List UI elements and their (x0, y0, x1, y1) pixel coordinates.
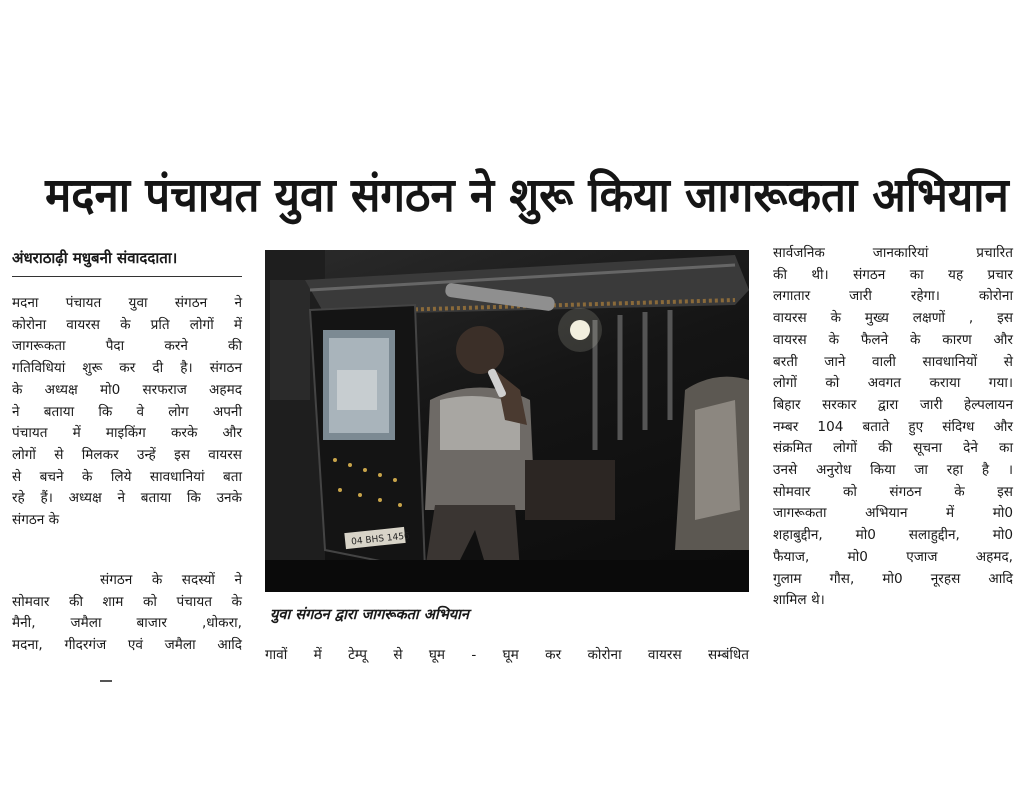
article-line: शामिल थे। (773, 592, 825, 609)
article-line: नम्बर 104 बताते हुए संदिग्ध और (773, 418, 1013, 435)
column-right (773, 243, 1013, 612)
article-line: कोरोना वायरस के प्रति लोगों में (12, 316, 242, 333)
article-line: के अध्यक्ष मो0 सरफराज अहमद (12, 381, 242, 398)
article-line: बरती जाने वाली सावधानियों से (773, 353, 1013, 370)
article-line: लोगों से मिलकर उन्हें इस वायरस (12, 446, 242, 463)
article-line: रहे हैं। अध्यक्ष ने बताया कि उनके (12, 490, 242, 507)
article-line: पंचायत में माइकिंग करके और (12, 425, 242, 442)
column-left (12, 293, 242, 532)
article-line: वायरस के मुख्य लक्षणों , इस (773, 310, 1013, 327)
article-line: संगठन के सदस्यों ने (100, 572, 242, 588)
news-photo (265, 250, 749, 592)
article-line: संगठन के (12, 512, 60, 529)
article-line: मैनी, जमैला बाजार ,धोकरा, (12, 615, 242, 632)
byline: अंधराठाढ़ी मधुबनी संवाददाता। (12, 249, 178, 267)
article-line: गतिविधियां शुरू कर दी है। संगठन (12, 360, 242, 377)
article-line: मदना पंचायत युवा संगठन ने (12, 295, 242, 311)
article-line: गुलाम गौस, मो0 नूरहस आदि (773, 570, 1013, 587)
headline: मदना पंचायत युवा संगठन ने शुरू किया जागरूकता अभियान (45, 168, 1009, 223)
article-line: से बचने के लिये सावधानियां बता (12, 468, 242, 485)
byline-divider (12, 276, 242, 277)
article-line: मदना, गीदरगंज एवं जमैला आदि (12, 637, 242, 654)
article-line: उनसे अनुरोध किया जा रहा है । (773, 462, 1013, 479)
column-middle (265, 645, 749, 667)
tempo-plate: 04 BHS 1456 (350, 531, 411, 548)
article-line: लोगों को अवगत कराया गया। (773, 375, 1013, 392)
article-line: फैयाज, मो0 एजाज अहमद, (773, 548, 1013, 565)
article-line: सोमवार को संगठन के इस (773, 483, 1013, 500)
article-line: लगातार जारी रहेगा। कोरोना (773, 288, 1013, 305)
column-left-continued (12, 570, 242, 657)
article-line: जागरूकता पैदा करने की (12, 338, 242, 355)
article-line: संक्रमित लोगों की सूचना देने का (773, 440, 1013, 457)
article-line: ने बताया कि वे लोग अपनी (12, 403, 242, 420)
article-line: सोमवार की शाम को पंचायत के (12, 593, 242, 610)
article-line: जागरूकता अभियान में मो0 (773, 505, 1013, 522)
photo-caption: युवा संगठन द्वारा जागरूकता अभियान (270, 607, 469, 623)
tempo-campaign-illustration (265, 250, 749, 592)
article-line: गावों में टेम्पू से घूम - घूम कर कोरोना वायरस सम्बंधित (265, 647, 749, 663)
article-line: वायरस के फैलने के कारण और (773, 331, 1013, 348)
article-line: की थी। संगठन का यह प्रचार (773, 266, 1013, 283)
article-line: शहाबुद्दीन, मो0 सलाहुद्दीन, मो0 (773, 527, 1013, 544)
column-end-mark (100, 680, 112, 682)
article-line: बिहार सरकार द्वारा जारी हेल्पलायन (773, 396, 1013, 413)
article-line: सार्वजनिक जानकारियां प्रचारित (773, 245, 1013, 261)
